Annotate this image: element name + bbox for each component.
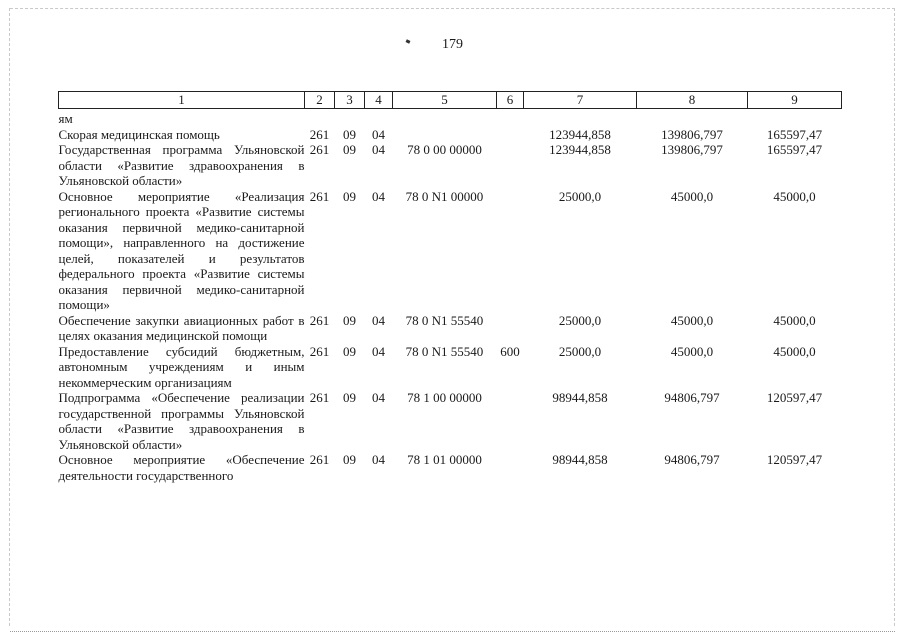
cell-section: 09 [343, 188, 356, 204]
cell-section [335, 109, 365, 127]
table-row [59, 189, 842, 313]
cell-amount-1: 98944,858 [552, 390, 608, 405]
cell-section: 09 [343, 452, 356, 467]
cell-amount-1: 123944,858 [549, 142, 611, 157]
cell-section: 09 [343, 142, 356, 157]
scan-border-bottom [10, 631, 895, 632]
cell-type [497, 452, 524, 483]
page-number: 179 [442, 37, 463, 52]
cell-target: 78 1 01 00000 [407, 452, 482, 467]
cell-subsection: 04 [372, 312, 385, 328]
cell-type [497, 142, 524, 189]
row-name: Государственная программа Ульяновской области «Развитие здравоохранения в Ульяновской области» [58, 142, 305, 188]
header-cell: 1 [59, 92, 305, 109]
cell-target: 78 0 N1 00000 [405, 188, 484, 204]
cell-amount-3: 165597,47 [766, 126, 823, 142]
cell-code: 261 [309, 188, 330, 204]
cell-code: 261 [309, 142, 330, 157]
header-cell: 6 [497, 92, 524, 109]
table-row [59, 390, 842, 452]
header-cell: 9 [748, 92, 842, 109]
cell-target [393, 109, 497, 127]
cell-code [305, 109, 335, 127]
cell-section: 09 [343, 312, 356, 328]
cell-amount-3: 45000,0 [773, 188, 816, 204]
cell-code: 261 [309, 126, 330, 142]
cell-subsection: 04 [372, 452, 385, 467]
cell-section: 09 [343, 390, 356, 405]
cell-amount-1 [524, 109, 637, 127]
cell-subsection: 04 [372, 126, 385, 142]
table-header [59, 92, 842, 109]
row-name: Основное мероприятие «Реализация регионального проекта «Развитие системы оказания первичной медико-санитарной помощи», направленного на достижение целей, показателей и результатов федерального проекта «Развитие системы оказания первичной медико-санитарной помощи» [58, 188, 305, 312]
cell-section: 09 [343, 343, 356, 359]
scan-border-right [894, 8, 895, 626]
cell-amount-1: 25000,0 [558, 343, 602, 359]
row-name: Обеспечение закупки авиационных работ в целях оказания медицинской помощи [58, 312, 305, 343]
row-name: Скорая медицинская помощь [58, 126, 220, 142]
table-row [59, 452, 842, 483]
cell-type [497, 127, 524, 143]
cell-amount-2: 94806,797 [664, 452, 720, 467]
cell-amount-3: 120597,47 [766, 390, 823, 405]
scan-border-left [9, 8, 10, 626]
cell-amount-2: 94806,797 [664, 390, 720, 405]
row-name: Основное мероприятие «Обеспечение деятельности государственного [58, 452, 305, 483]
cell-amount-1: 25000,0 [558, 312, 602, 328]
header-cell: 2 [305, 92, 335, 109]
header-cell: 3 [335, 92, 365, 109]
cell-amount-1: 98944,858 [552, 452, 608, 467]
cell-target [393, 127, 497, 143]
cell-type [497, 390, 524, 452]
cell-amount-3: 120597,47 [766, 452, 823, 467]
cell-amount-1: 123944,858 [549, 126, 611, 142]
cell-subsection: 04 [372, 343, 385, 359]
cell-target: 78 1 00 00000 [407, 390, 482, 405]
row-name: Подпрограмма «Обеспечение реализации государственной программы Ульяновской области «Развитие здравоохранения в Ульяновской области» [58, 390, 305, 452]
table-row [59, 344, 842, 391]
cell-amount-2 [637, 109, 748, 127]
cell-amount-1: 25000,0 [558, 188, 602, 204]
cell-amount-2: 139806,797 [661, 142, 723, 157]
row-name: ям [58, 111, 73, 126]
cell-amount-3: 165597,47 [766, 142, 823, 157]
cell-subsection: 04 [372, 142, 385, 157]
cell-amount-3: 45000,0 [773, 343, 816, 359]
header-cell: 5 [393, 92, 497, 109]
cell-code: 261 [309, 343, 330, 359]
cell-type [497, 109, 524, 127]
cell-type [497, 189, 524, 313]
table-row [59, 109, 842, 127]
cell-type [497, 313, 524, 344]
cell-subsection: 04 [372, 390, 385, 405]
cell-amount-2: 45000,0 [670, 188, 714, 204]
cell-amount-3: 45000,0 [773, 312, 816, 328]
cell-target: 78 0 N1 55540 [405, 312, 484, 328]
cell-section: 09 [343, 126, 356, 142]
cell-target: 78 0 N1 55540 [405, 343, 484, 359]
cell-code: 261 [309, 312, 330, 328]
table-body [59, 109, 842, 484]
cell-amount-3 [748, 109, 842, 127]
cell-target: 78 0 00 00000 [407, 142, 482, 157]
header-cell: 8 [637, 92, 748, 109]
budget-table [58, 91, 842, 483]
cell-subsection: 04 [372, 188, 385, 204]
header-row [59, 92, 842, 109]
table-row [59, 127, 842, 143]
cell-code: 261 [309, 390, 330, 405]
table-row [59, 313, 842, 344]
cell-subsection [365, 109, 393, 127]
cell-type: 600 [500, 343, 520, 359]
cell-code: 261 [309, 452, 330, 467]
cell-amount-2: 139806,797 [661, 126, 723, 142]
scan-border-top [10, 8, 895, 9]
row-name: Предоставление субсидий бюджетным, автономным учреждениям и иным некоммерческим организациям [58, 343, 305, 390]
cell-amount-2: 45000,0 [670, 312, 714, 328]
table-row [59, 142, 842, 189]
header-cell: 7 [524, 92, 637, 109]
cell-amount-2: 45000,0 [670, 343, 714, 359]
header-cell: 4 [365, 92, 393, 109]
